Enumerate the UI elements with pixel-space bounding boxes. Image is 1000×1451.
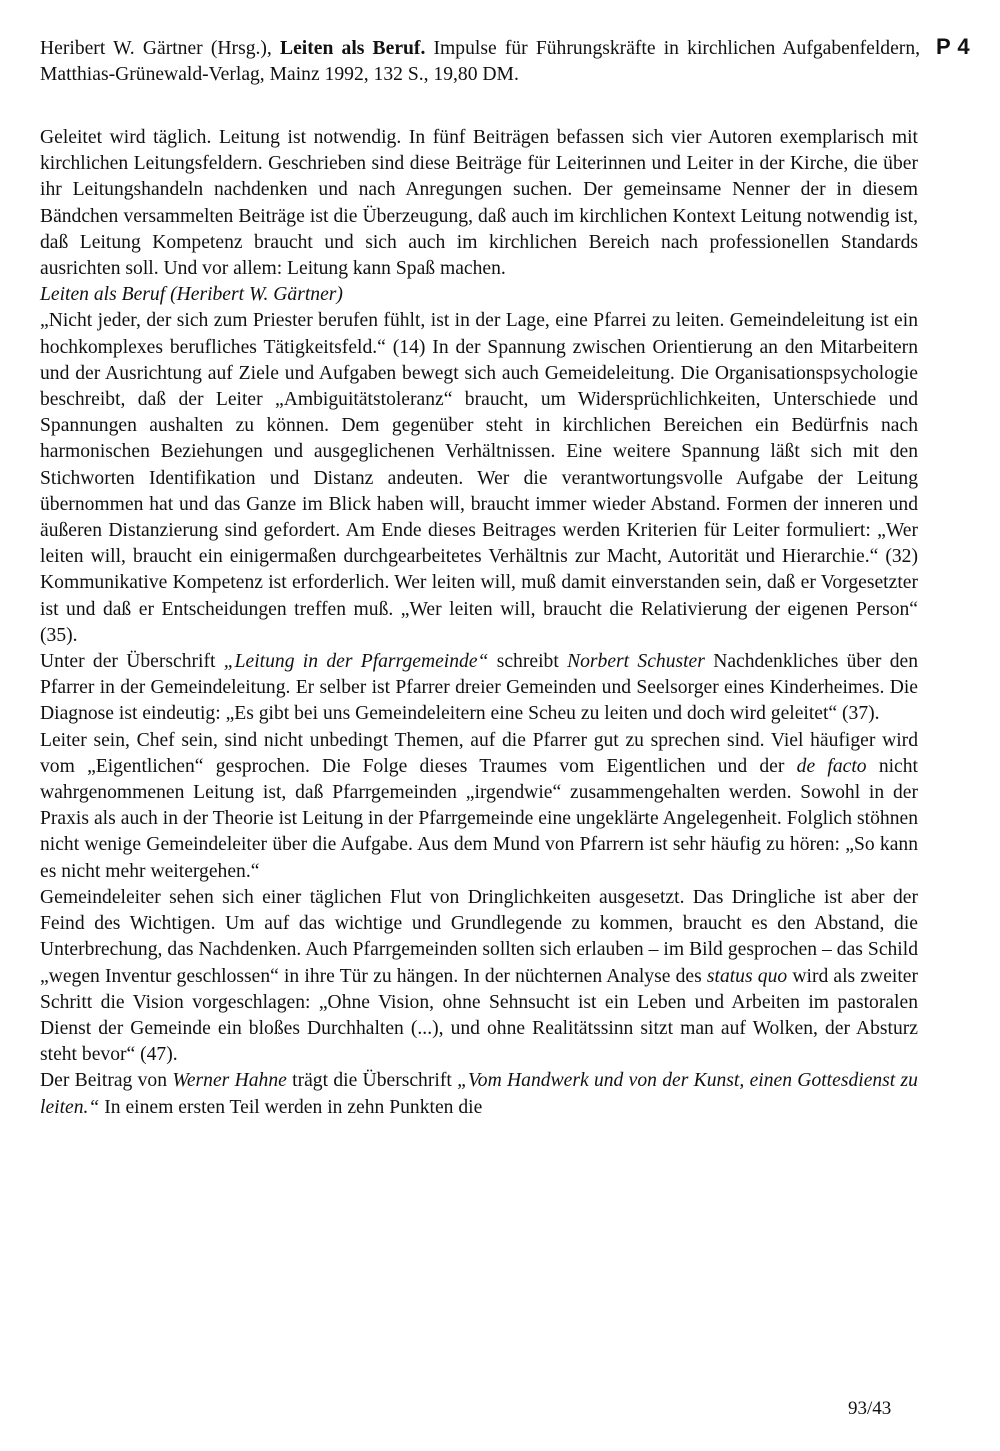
text-segment: Nachdenkliches über den Pfarrer in der Gemeindeleitung. Er selber ist Pfarrer dreier Gemeinden und Seelsorger eines Kinderheimes. Die Diagnose ist eindeutig: „Es gibt bei uns Gemeindeleitern eine Scheu zu leiten und doch wird geleitet“ (37). [40, 651, 918, 725]
review-body [40, 125, 918, 1121]
article-title-leitung: „Leitung in der Pfarrgemeinde“ [223, 651, 489, 673]
text-segment: Leiter sein, Chef sein, sind nicht unbedingt Themen, auf die Pfarrer gut zu sprechen sind. Viel häufiger wird vom „Eigentlichen“ gesprochen. Die Folge dieses Traumes vom Eigentlichen und der [40, 729, 918, 777]
section-heading-leiten-als-beruf: Leiten als Beruf (Heribert W. Gärtner) [40, 284, 343, 306]
paragraph-intro: Geleitet wird täglich. Leitung ist notwendig. In fünf Beiträgen befassen sich vier Autoren exemplarisch mit kirchlichen Leitungsfeldern. Geschrieben sind diese Beiträge für Leiterinnen und Leiter in der Kirche, die über ihr Leitungshandeln nachdenken und nach Anregungen suchen. Der gemeinsame Nenner der in diesem Bändchen versammelten Beiträge ist die Überzeugung, daß auch im kirchlichen Kontext Leitung notwendig ist, daß Leitung Kompetenz braucht und sich auch im kirchlichen Bereich nach professionellen Standards ausrichten soll. Und vor allem: Leitung kann Spaß machen. [40, 127, 918, 280]
text-segment: trägt die Überschrift [292, 1070, 452, 1092]
header-publication-details: Impulse für Führungskräfte in kirchlichen Aufgabenfeldern, Matthias-Grünewald-Verlag, Mainz 1992, 132 S., 19,80 DM. [40, 38, 921, 85]
paragraph-dringlichkeiten [40, 885, 918, 1068]
term-status-quo: status quo [706, 965, 788, 987]
author-name-hahne: Werner Hahne [172, 1070, 287, 1092]
paragraph-hahne-intro [40, 1068, 918, 1120]
section-tag: P 4 [936, 34, 971, 59]
text-segment: wird als zweiter Schritt die Vision vorgeschlagen: „Ohne Vision, ohne Sehnsucht ist ein Leben und Arbeiten im pastoralen Dienst der Gemeinde ein bloßes Durchhalten (...), und ohne Realitätssinn sitzt man auf Wolken, der Absturz steht bevor“ (47). [40, 965, 919, 1066]
text-segment: Unter der Überschrift [40, 651, 216, 673]
paragraph-gaertner-summary: „Nicht jeder, der sich zum Priester berufen fühlt, ist in der Lage, eine Pfarrei zu leiten. Gemeindeleitung ist ein hochkomplexes berufliches Tätigkeitsfeld.“ (14) In der Spannung zwischen Orientierung an den Mitarbeitern und der Ausrichtung auf Ziele und Aufgaben bewegt sich auch Gemeideleitung. Die Organisationspsychologie beschreibt, daß der Leiter „Ambiguitätstoleranz“ braucht, um Widersprüchlichkeiten, Unterschiede und Spannungen aushalten zu können. Dem gegenüber steht in kirchlichen Bereichen ein Bedürfnis nach harmonischen Beziehungen und ausgeglichenen Verhältnissen. Eine weitere Spannung läßt sich mit den Stichworten Identifikation und Distanz andeuten. Wer die verantwortungsvolle Aufgabe der Leitung übernommen hat und das Ganze im Blick haben will, braucht immer wieder Abstand. Formen der inneren und äußeren Distanzierung sind gefordert. Am Ende dieses Beitrages werden Kriterien für Leiter formuliert: „Wer leiten will, braucht ein einigermaßen durchgearbeitetes Verhältnis zur Macht, Autorität und Hierarchie.“ (32) Kommunikative Kompetenz ist erforderlich. Wer leiten will, muß damit einverstanden sein, daß er Vorgesetzter ist und daß er Entscheidungen treffen muß. „Wer leiten will, braucht die Relativierung der eigenen Person“ (35). [40, 310, 918, 646]
page-number: 93/43 [848, 1398, 892, 1419]
text-segment: In einem ersten Teil werden in zehn Punkten die [104, 1096, 483, 1118]
text-segment: Der Beitrag von [40, 1070, 168, 1092]
author-name-schuster: Norbert Schuster [567, 651, 705, 673]
text-segment: nicht wahrgenommenen Leitung ist, daß Pfarrgemeinden „irgendwie“ zusammengehalten werden. Sowohl in der Praxis als auch in der Theorie ist Leitung in der Pfarrgemeinde eine ungeklärte Angelegenheit. Folglich stöhnen nicht wenige Gemeindeleiter über die Aufgabe. Aus dem Mund von Pfarrern ist sehr häufig zu hören: „So kann es nicht mehr weitergehen.“ [40, 755, 918, 882]
header-author: Heribert W. Gärtner (Hrsg.), [40, 38, 272, 59]
paragraph-schuster-intro [40, 649, 918, 728]
article-title-handwerk: „Vom Handwerk und von der Kunst, einen Gottesdienst zu leiten.“ [40, 1070, 918, 1118]
bibliographic-header [40, 36, 920, 88]
text-segment: schreibt [496, 651, 559, 673]
paragraph-pfarrer-leitung [40, 728, 918, 885]
book-title: Leiten als Beruf. [280, 38, 426, 59]
text-segment: Gemeindeleiter sehen sich einer täglichen Flut von Dringlichkeiten ausgesetzt. Das Dringliche ist aber der Feind des Wichtigen. Um auf das wichtige und Grundlegende zu kommen, braucht es den Abstand, die Unterbrechung, das Nachdenken. Auch Pfarrgemeinden sollten sich erlauben – im Bild gesprochen – das Schild „wegen Inventur geschlossen“ in ihre Tür zu hängen. In der nüchternen Analyse des [40, 886, 918, 987]
term-de-facto: de facto [796, 755, 867, 777]
